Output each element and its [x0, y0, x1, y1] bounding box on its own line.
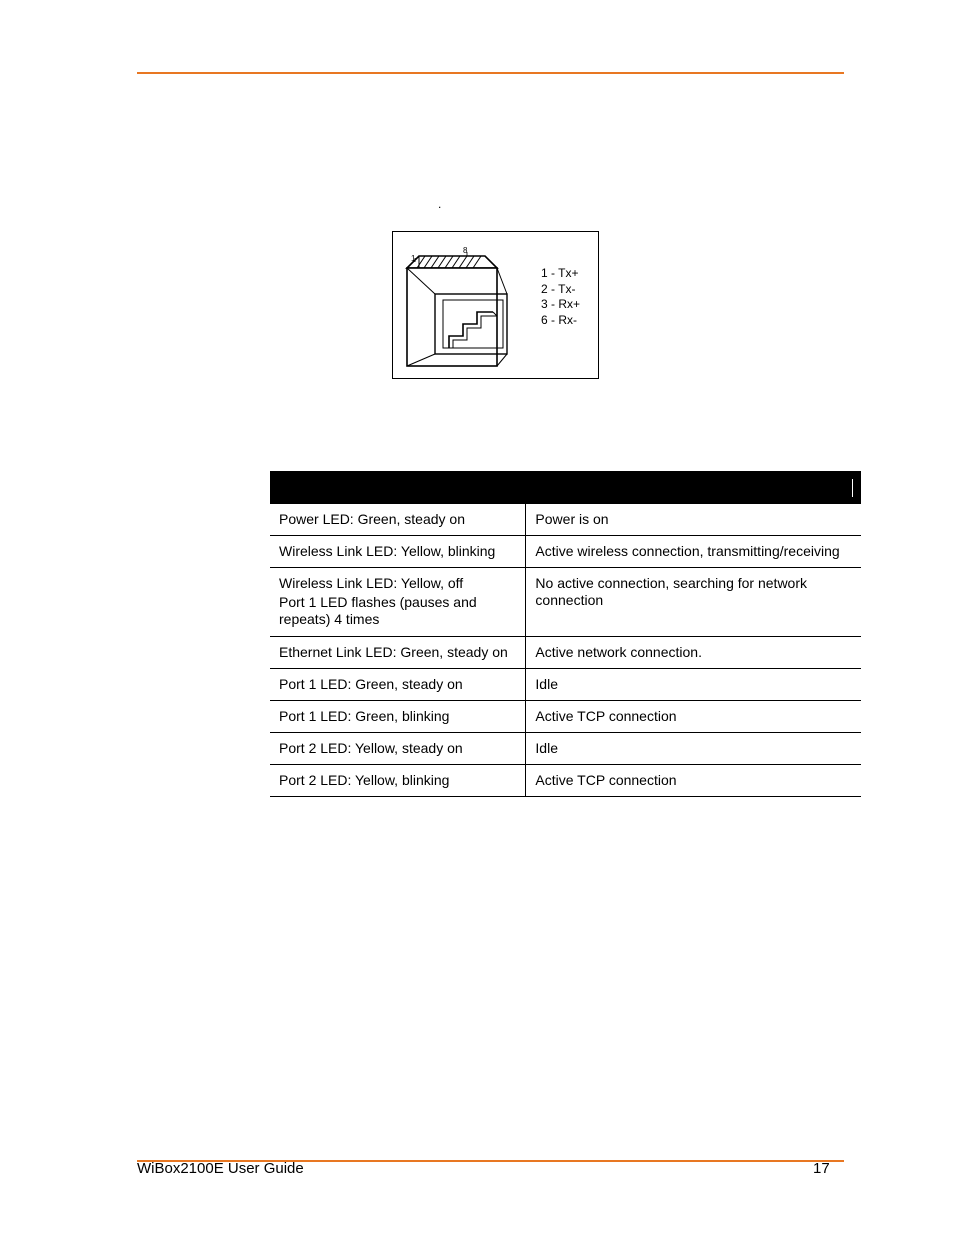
table-row	[270, 504, 861, 536]
table-header-cell	[526, 471, 861, 504]
header-rule	[137, 72, 844, 74]
pin-label-8: 8	[463, 246, 468, 255]
pinout-line-3: 3 - Rx+	[541, 297, 581, 311]
table-header-row	[270, 471, 861, 504]
table-row	[270, 701, 861, 733]
footer-title: WiBox2100E User Guide	[137, 1160, 304, 1177]
pin-label-1: 1	[411, 254, 416, 263]
led-status-table	[270, 471, 861, 797]
table-row	[270, 637, 861, 669]
led-meaning-cell: Active wireless connection, transmitting/receiving	[526, 536, 861, 568]
led-meaning-cell: Idle	[526, 733, 861, 765]
rj45-pinout-figure	[392, 231, 599, 379]
led-condition-cell: Wireless Link LED: Yellow, off Port 1 LED flashes (pauses and repeats) 4 times	[270, 568, 526, 637]
led-condition-cell: Ethernet Link LED: Green, steady on	[270, 637, 526, 669]
led-condition-cell: Port 1 LED: Green, blinking	[270, 701, 526, 733]
stray-mark: .	[438, 197, 442, 211]
table-row	[270, 765, 861, 797]
led-condition-cell: Power LED: Green, steady on	[270, 504, 526, 536]
led-meaning-cell: Power is on	[526, 504, 861, 536]
page-number: 17	[813, 1160, 830, 1177]
pinout-line-1: 1 - Tx+	[541, 266, 579, 280]
rj45-jack-illustration	[393, 232, 600, 380]
table-row	[270, 733, 861, 765]
led-condition-cell: Port 2 LED: Yellow, steady on	[270, 733, 526, 765]
led-meaning-cell: Active TCP connection	[526, 765, 861, 797]
led-meaning-cell: Active network connection.	[526, 637, 861, 669]
led-condition-cell: Port 2 LED: Yellow, blinking	[270, 765, 526, 797]
led-meaning-cell: Active TCP connection	[526, 701, 861, 733]
led-condition-cell: Wireless Link LED: Yellow, blinking	[270, 536, 526, 568]
led-meaning-cell: No active connection, searching for network connection	[526, 568, 861, 637]
pinout-line-4: 6 - Rx-	[541, 313, 577, 327]
table-row	[270, 536, 861, 568]
table-row	[270, 669, 861, 701]
table-header-cell	[270, 471, 526, 504]
led-meaning-cell: Idle	[526, 669, 861, 701]
pinout-line-2: 2 - Tx-	[541, 282, 576, 296]
led-condition-cell: Port 1 LED: Green, steady on	[270, 669, 526, 701]
table-row	[270, 568, 861, 637]
